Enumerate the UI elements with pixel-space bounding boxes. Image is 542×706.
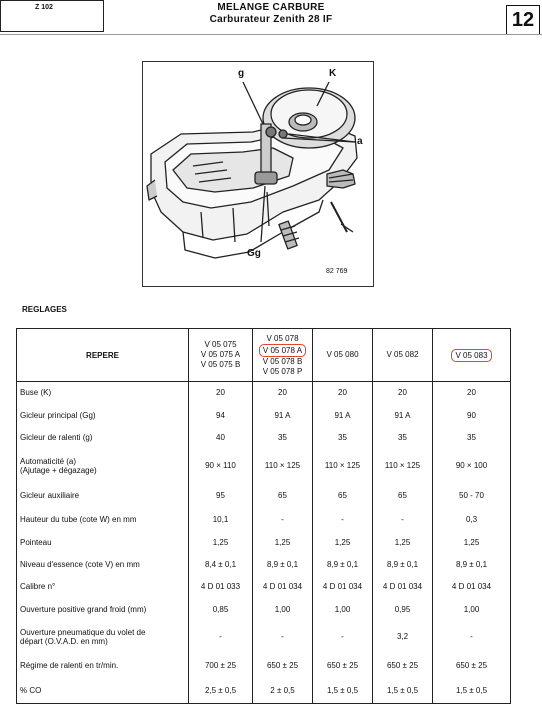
row-label <box>17 554 189 576</box>
row-label <box>17 427 189 449</box>
version-code: V 05 080 <box>326 350 359 359</box>
table-row <box>17 427 511 449</box>
circled-version-code: V 05 083 <box>451 349 491 362</box>
cell-value: 700 ± 25 <box>189 652 253 679</box>
cell-value: 35 <box>433 427 511 449</box>
version-code: V 05 075 B <box>200 360 241 369</box>
table-row <box>17 598 511 622</box>
cell-value: 20 <box>189 382 253 404</box>
cell-value: 8,9 ± 0,1 <box>433 554 511 576</box>
cell-value: 35 <box>313 427 373 449</box>
cell-value: 40 <box>189 427 253 449</box>
cell-value: 8,4 ± 0,1 <box>189 554 253 576</box>
cell-value: 650 ± 25 <box>313 652 373 679</box>
cell-value: 90 × 110 <box>189 449 253 483</box>
row-label-line: Gicleur de ralenti (g) <box>20 433 93 442</box>
cell-value: 8,9 ± 0,1 <box>373 554 433 576</box>
settings-table <box>16 328 511 704</box>
label-gg: Gg <box>247 248 261 259</box>
label-a: a <box>357 136 363 147</box>
version-header <box>313 329 373 382</box>
version-code: V 05 078 B <box>262 356 303 366</box>
cell-value: 4 D 01 034 <box>373 576 433 598</box>
cell-value: 110 × 125 <box>313 449 373 483</box>
cell-value: 65 <box>253 483 313 508</box>
cell-value: 1,5 ± 0,5 <box>433 679 511 704</box>
cell-value: 91 A <box>313 404 373 427</box>
cell-value: 0,85 <box>189 598 253 622</box>
cell-value: 3,2 <box>373 622 433 652</box>
row-label-line: Régime de ralenti en tr/min. <box>20 660 119 670</box>
cell-value: 1,00 <box>253 598 313 622</box>
table-row <box>17 679 511 704</box>
repere-header: REPERE <box>17 329 189 382</box>
row-label-line: Calibre n° <box>20 582 56 591</box>
cell-value: 1,00 <box>313 598 373 622</box>
row-label <box>17 404 189 427</box>
table-row <box>17 483 511 508</box>
cell-value: 4 D 01 034 <box>253 576 313 598</box>
table-row <box>17 531 511 554</box>
cell-value: - <box>253 622 313 652</box>
cell-value: 4 D 01 033 <box>189 576 253 598</box>
row-label <box>17 508 189 531</box>
cell-value: 650 ± 25 <box>433 652 511 679</box>
cell-value: 2 ± 0,5 <box>253 679 313 704</box>
row-label-line: départ (O.V.A.D. en mm) <box>20 636 108 646</box>
header-divider <box>0 34 542 35</box>
cell-value: - <box>253 508 313 531</box>
cell-value: 91 A <box>253 404 313 427</box>
cell-value: 35 <box>373 427 433 449</box>
table-row <box>17 576 511 598</box>
row-label <box>17 622 189 652</box>
cell-value: 10,1 <box>189 508 253 531</box>
cell-value: 4 D 01 034 <box>433 576 511 598</box>
row-label <box>17 576 189 598</box>
version-code: V 05 075 <box>204 340 237 349</box>
cell-value: 95 <box>189 483 253 508</box>
table-row <box>17 508 511 531</box>
table-row <box>17 382 511 404</box>
version-header <box>433 329 511 382</box>
cell-value: 20 <box>313 382 373 404</box>
cell-value: - <box>373 508 433 531</box>
table-row <box>17 449 511 483</box>
table-row <box>17 652 511 679</box>
cell-value: 110 × 125 <box>373 449 433 483</box>
row-label <box>17 449 189 483</box>
cell-value: - <box>313 622 373 652</box>
cell-value: 50 - 70 <box>433 483 511 508</box>
page-subtitle: Carburateur Zenith 28 IF <box>209 14 333 25</box>
cell-value: 1,25 <box>373 531 433 554</box>
cell-value: 4 D 01 034 <box>313 576 373 598</box>
label-k: K <box>329 68 337 79</box>
cell-value: 1,25 <box>253 531 313 554</box>
cell-value: 1,5 ± 0,5 <box>373 679 433 704</box>
section-title: REGLAGES <box>22 305 67 314</box>
cell-value: 1,25 <box>189 531 253 554</box>
cell-value: 35 <box>253 427 313 449</box>
version-code: V 05 075 A <box>200 350 241 359</box>
cell-value: 0,95 <box>373 598 433 622</box>
row-label-line: Ouverture positive grand froid (mm) <box>20 605 147 614</box>
cell-value: - <box>313 508 373 531</box>
table-row <box>17 622 511 652</box>
cell-value: 91 A <box>373 404 433 427</box>
table-header-row <box>17 329 511 382</box>
table-row <box>17 554 511 576</box>
cell-value: 8,9 ± 0,1 <box>253 554 313 576</box>
cell-value: 1,25 <box>313 531 373 554</box>
row-label-line: Buse (K) <box>20 388 52 398</box>
row-label <box>17 679 189 704</box>
cell-value: 1,25 <box>433 531 511 554</box>
version-header <box>373 329 433 382</box>
cell-value: 20 <box>253 382 313 404</box>
cell-value: 650 ± 25 <box>253 652 313 679</box>
cell-value: 20 <box>373 382 433 404</box>
cell-value: 65 <box>373 483 433 508</box>
document-ref: Z 102 <box>35 4 53 11</box>
cell-value: 2,5 ± 0,5 <box>189 679 253 704</box>
version-code: V 05 078 P <box>262 366 303 376</box>
row-label-line: Niveau d'essence (cote V) en mm <box>20 560 140 569</box>
cell-value: - <box>189 622 253 652</box>
cell-value: 1,5 ± 0,5 <box>313 679 373 704</box>
version-header <box>189 329 253 382</box>
cell-value: 110 × 125 <box>253 449 313 483</box>
cell-value: 650 ± 25 <box>373 652 433 679</box>
row-label-line: Automaticité (a) <box>20 456 77 466</box>
cell-value: 94 <box>189 404 253 427</box>
row-label <box>17 382 189 404</box>
cell-value: 90 × 100 <box>433 449 511 483</box>
cell-value: 20 <box>433 382 511 404</box>
row-label <box>17 598 189 622</box>
row-label-line: (Ajutage + dégazage) <box>20 465 97 475</box>
row-label <box>17 483 189 508</box>
cell-value: 8,9 ± 0,1 <box>313 554 373 576</box>
row-label-line: Gicleur auxiliaire <box>20 490 80 500</box>
row-label-line: Ouverture pneumatique du volet de <box>20 627 146 637</box>
cell-value: 90 <box>433 404 511 427</box>
table-row <box>17 404 511 427</box>
version-code <box>255 344 310 357</box>
carburetor-figure <box>142 61 374 287</box>
page-title: MELANGE CARBURE <box>217 2 325 13</box>
page-number: 12 <box>506 5 540 35</box>
version-code: V 05 078 <box>266 333 299 343</box>
cell-value: - <box>433 622 511 652</box>
figure-number: 82 769 <box>326 268 348 275</box>
row-label <box>17 531 189 554</box>
row-label-line: Pointeau <box>20 537 52 547</box>
version-code <box>435 349 508 362</box>
row-label-line: Gicleur principal (Gg) <box>20 410 96 420</box>
cell-value: 0,3 <box>433 508 511 531</box>
cell-value: 65 <box>313 483 373 508</box>
label-g: g <box>238 68 245 79</box>
cell-value: 1,00 <box>433 598 511 622</box>
row-label-line: Hauteur du tube (cote W) en mm <box>20 514 137 524</box>
row-label <box>17 652 189 679</box>
version-code: V 05 082 <box>386 350 419 359</box>
circled-version-code: V 05 078 A <box>259 344 306 357</box>
version-header <box>253 329 313 382</box>
row-label-line: % CO <box>20 686 42 696</box>
